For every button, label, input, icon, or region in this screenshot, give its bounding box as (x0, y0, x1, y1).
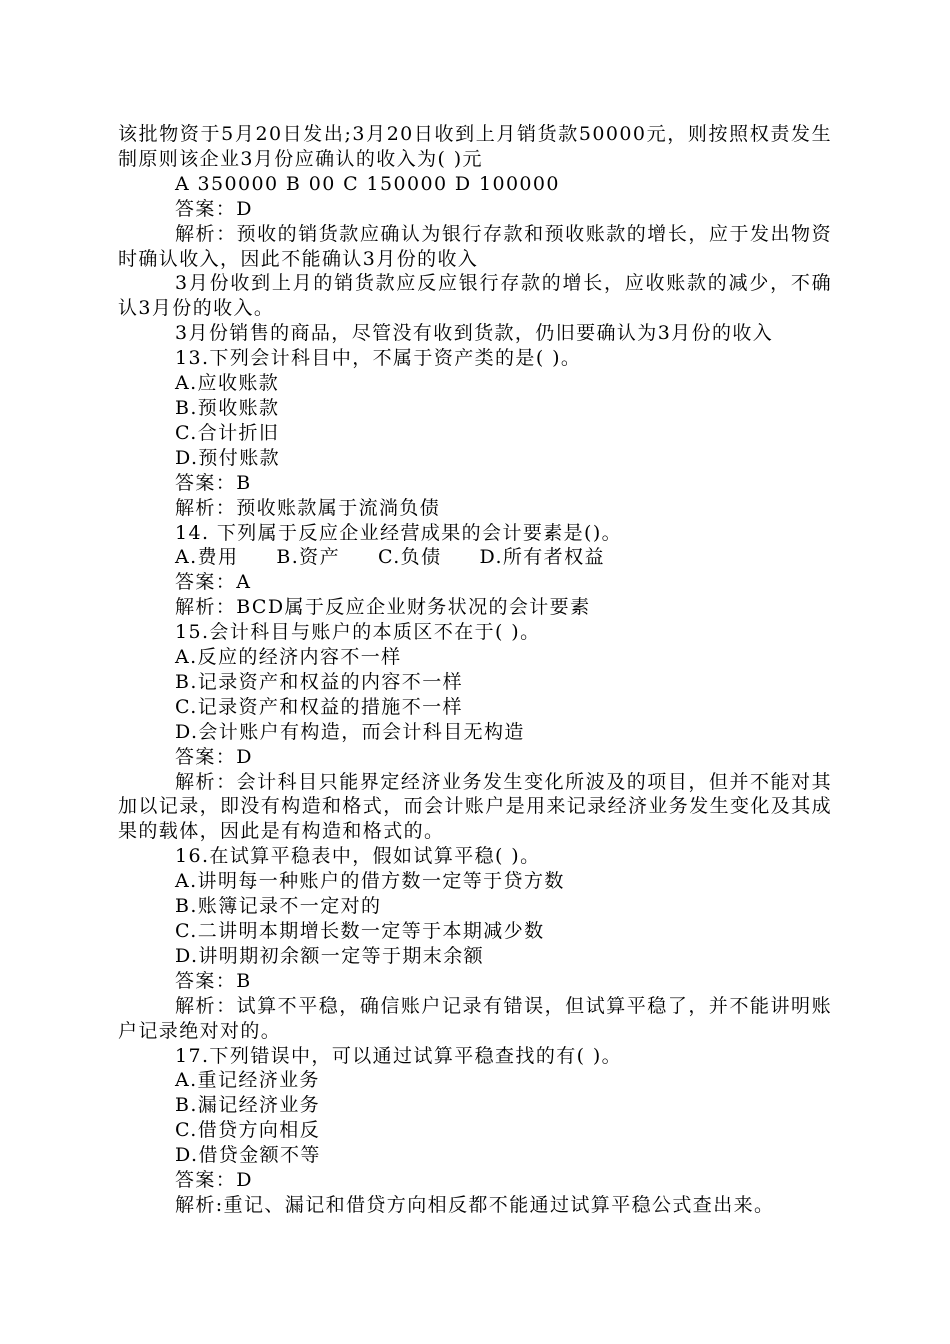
text-line: 16.在试算平稳表中，假如试算平稳( )。 (175, 845, 541, 868)
text-line: 解析:重记、漏记和借贷方向相反都不能通过试算平稳公式查出来。 (175, 1193, 775, 1216)
text-line: 3月份收到上月的销货款应反应银行存款的增长，应收账款的减少，不确认3月份的收入。 (118, 272, 832, 320)
text-line: D.借贷金额不等 (175, 1144, 321, 1167)
text-block-2 (118, 570, 832, 1218)
text-line: C.借贷方向相反 (175, 1119, 321, 1142)
text-line: 3月份销售的商品，尽管没有收到货款，仍旧要确认为3月份的收入 (175, 322, 774, 345)
text-line: B.预收账款 (175, 396, 280, 419)
q14-option-c: C.负债 (377, 546, 442, 569)
text-line: 解析：BCD属于反应企业财务状况的会计要素 (175, 596, 591, 619)
text-line: 解析：会计科目只能界定经济业务发生变化所波及的项目，但并不能对其加以记录，即没有构造和格式，而会计账户是用来记录经济业务发生变化及其成果的载体，因此是有构造和格式的。 (118, 770, 833, 843)
text-line: D.会计账户有构造，而会计科目无构造 (175, 720, 525, 743)
text-line: C.记录资产和权益的措施不一样 (175, 695, 463, 718)
text-line: 解析：预收账款属于流淌负债 (175, 496, 441, 519)
text-line: D.预付账款 (175, 446, 280, 469)
text-line: A.讲明每一种账户的借方数一定等于贷方数 (175, 870, 565, 893)
text-line: A.反应的经济内容不一样 (175, 646, 402, 669)
text-line: B.漏记经济业务 (175, 1094, 321, 1117)
q14-option-d: D.所有者权益 (479, 546, 605, 569)
q14-option-b: B.资产 (276, 546, 340, 569)
text-line: D.讲明期初余额一定等于期末余额 (175, 944, 484, 967)
text-line: 15.会计科目与账户的本质区不在于( )。 (175, 621, 541, 644)
text-block-1 (118, 122, 832, 545)
document-page (118, 122, 832, 1218)
q14-options-row (118, 545, 832, 570)
text-line: A 350000 B 00 C 150000 D 100000 (175, 172, 560, 195)
text-line: 答案：B (175, 471, 252, 494)
text-line: 17.下列错误中，可以通过试算平稳查找的有( )。 (175, 1044, 623, 1067)
text-line: 解析：试算不平稳，确信账户记录有错误，但试算平稳了，并不能讲明账户记录绝对对的。 (118, 994, 832, 1042)
text-line: A.重记经济业务 (175, 1069, 320, 1092)
text-line: 13.下列会计科目中，不属于资产类的是( )。 (175, 347, 582, 370)
text-line: 答案：A (175, 571, 252, 594)
text-line: 解析：预收的销货款应确认为银行存款和预收账款的增长，应于发出物资时确认收入，因此不能确认3月份的收入 (118, 222, 832, 270)
text-line: C.二讲明本期增长数一定等于本期减少数 (175, 920, 545, 942)
text-line: A.应收账款 (175, 372, 280, 395)
text-line: 该批物资于5月20日发出;3月20日收到上月销货款50000元，则按照权责发生制原则该企业3月份应确认的收入为( )元 (118, 123, 832, 170)
text-line: 答案：D (175, 197, 253, 220)
text-line: 答案：D (175, 745, 253, 768)
text-line: 14. 下列属于反应企业经营成果的会计要素是()。 (175, 521, 623, 544)
text-line: B.记录资产和权益的内容不一样 (175, 670, 464, 693)
text-line: C.合计折旧 (175, 421, 280, 444)
text-line: 答案：B (175, 969, 252, 992)
text-line: B.账簿记录不一定对的 (175, 895, 382, 918)
q14-option-a: A.费用 (175, 546, 239, 569)
text-line: 答案：D (175, 1169, 253, 1192)
